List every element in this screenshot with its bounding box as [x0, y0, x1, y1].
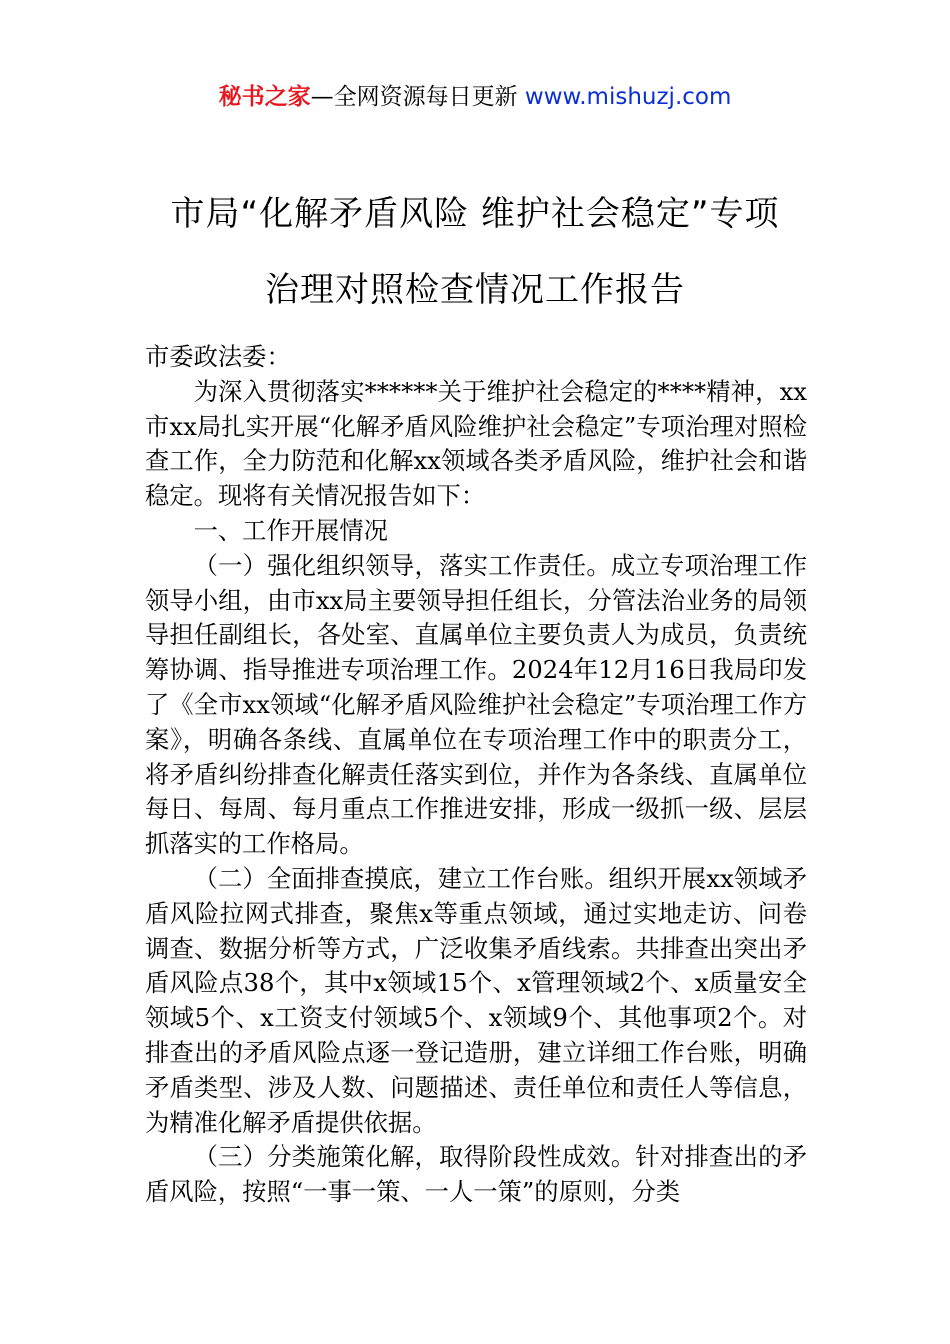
header-tagline: —全网资源每日更新 — [310, 84, 525, 110]
title-line-1: 市局“化解矛盾风险 维护社会稳定”专项 — [170, 194, 780, 234]
paragraph-organization: （一）强化组织领导，落实工作责任。成立专项治理工作领导小组，由市xx局主要领导担任组长，分管法治业务的局领导担任副组长，各处室、直属单位主要负责人为成员，负责统筹协调、指导推进专项治理工作。2024年12月16日我局印发了《全市xx领域“化解矛盾风险维护社会稳定”专项治理工作方案》，明确各条线、直属单位在专项治理工作中的职责分工，将矛盾纠纷排查化解责任落实到位，并作为各条线、直属单位每日、每周、每月重点工作推进安排，形成一级抓一级、层层抓落实的工作格局。 — [145, 550, 807, 859]
salutation: 市委政法委： — [145, 342, 291, 371]
document-title — [0, 176, 950, 328]
site-header — [0, 80, 950, 114]
brand-name: 秘书之家 — [218, 84, 311, 110]
site-url-link[interactable]: www.mishuzj.com — [524, 84, 732, 110]
document-body — [145, 340, 807, 1210]
title-line-2: 治理对照检查情况工作报告 — [265, 270, 685, 310]
paragraph-resolution: （三）分类施策化解，取得阶段性成效。针对排查出的矛盾风险，按照“一事一策、一人一策”的原则，分类 — [145, 1142, 807, 1207]
section-heading-1: 一、工作开展情况 — [193, 515, 388, 545]
paragraph-intro: 为深入贯彻落实******关于维护社会稳定的****精神，xx市xx局扎实开展“化解矛盾风险维护社会稳定”专项治理对照检查工作，全力防范和化解xx领域各类矛盾风险，维护社会和谐稳定。现将有关情况报告如下： — [145, 376, 807, 511]
paragraph-investigation: （二）全面排查摸底，建立工作台账。组织开展xx领域矛盾风险拉网式排查，聚焦x等重点领域，通过实地走访、问卷调查、数据分析等方式，广泛收集矛盾线索。共排查出突出矛盾风险点38个，其中x领域15个、x管理领域2个、x质量安全领域5个、x工资支付领域5个、x领域9个、其他事项2个。对排查出的矛盾风险点逐一登记造册，建立详细工作台账，明确矛盾类型、涉及人数、问题描述、责任单位和责任人等信息，为精准化解矛盾提供依据。 — [145, 863, 807, 1137]
